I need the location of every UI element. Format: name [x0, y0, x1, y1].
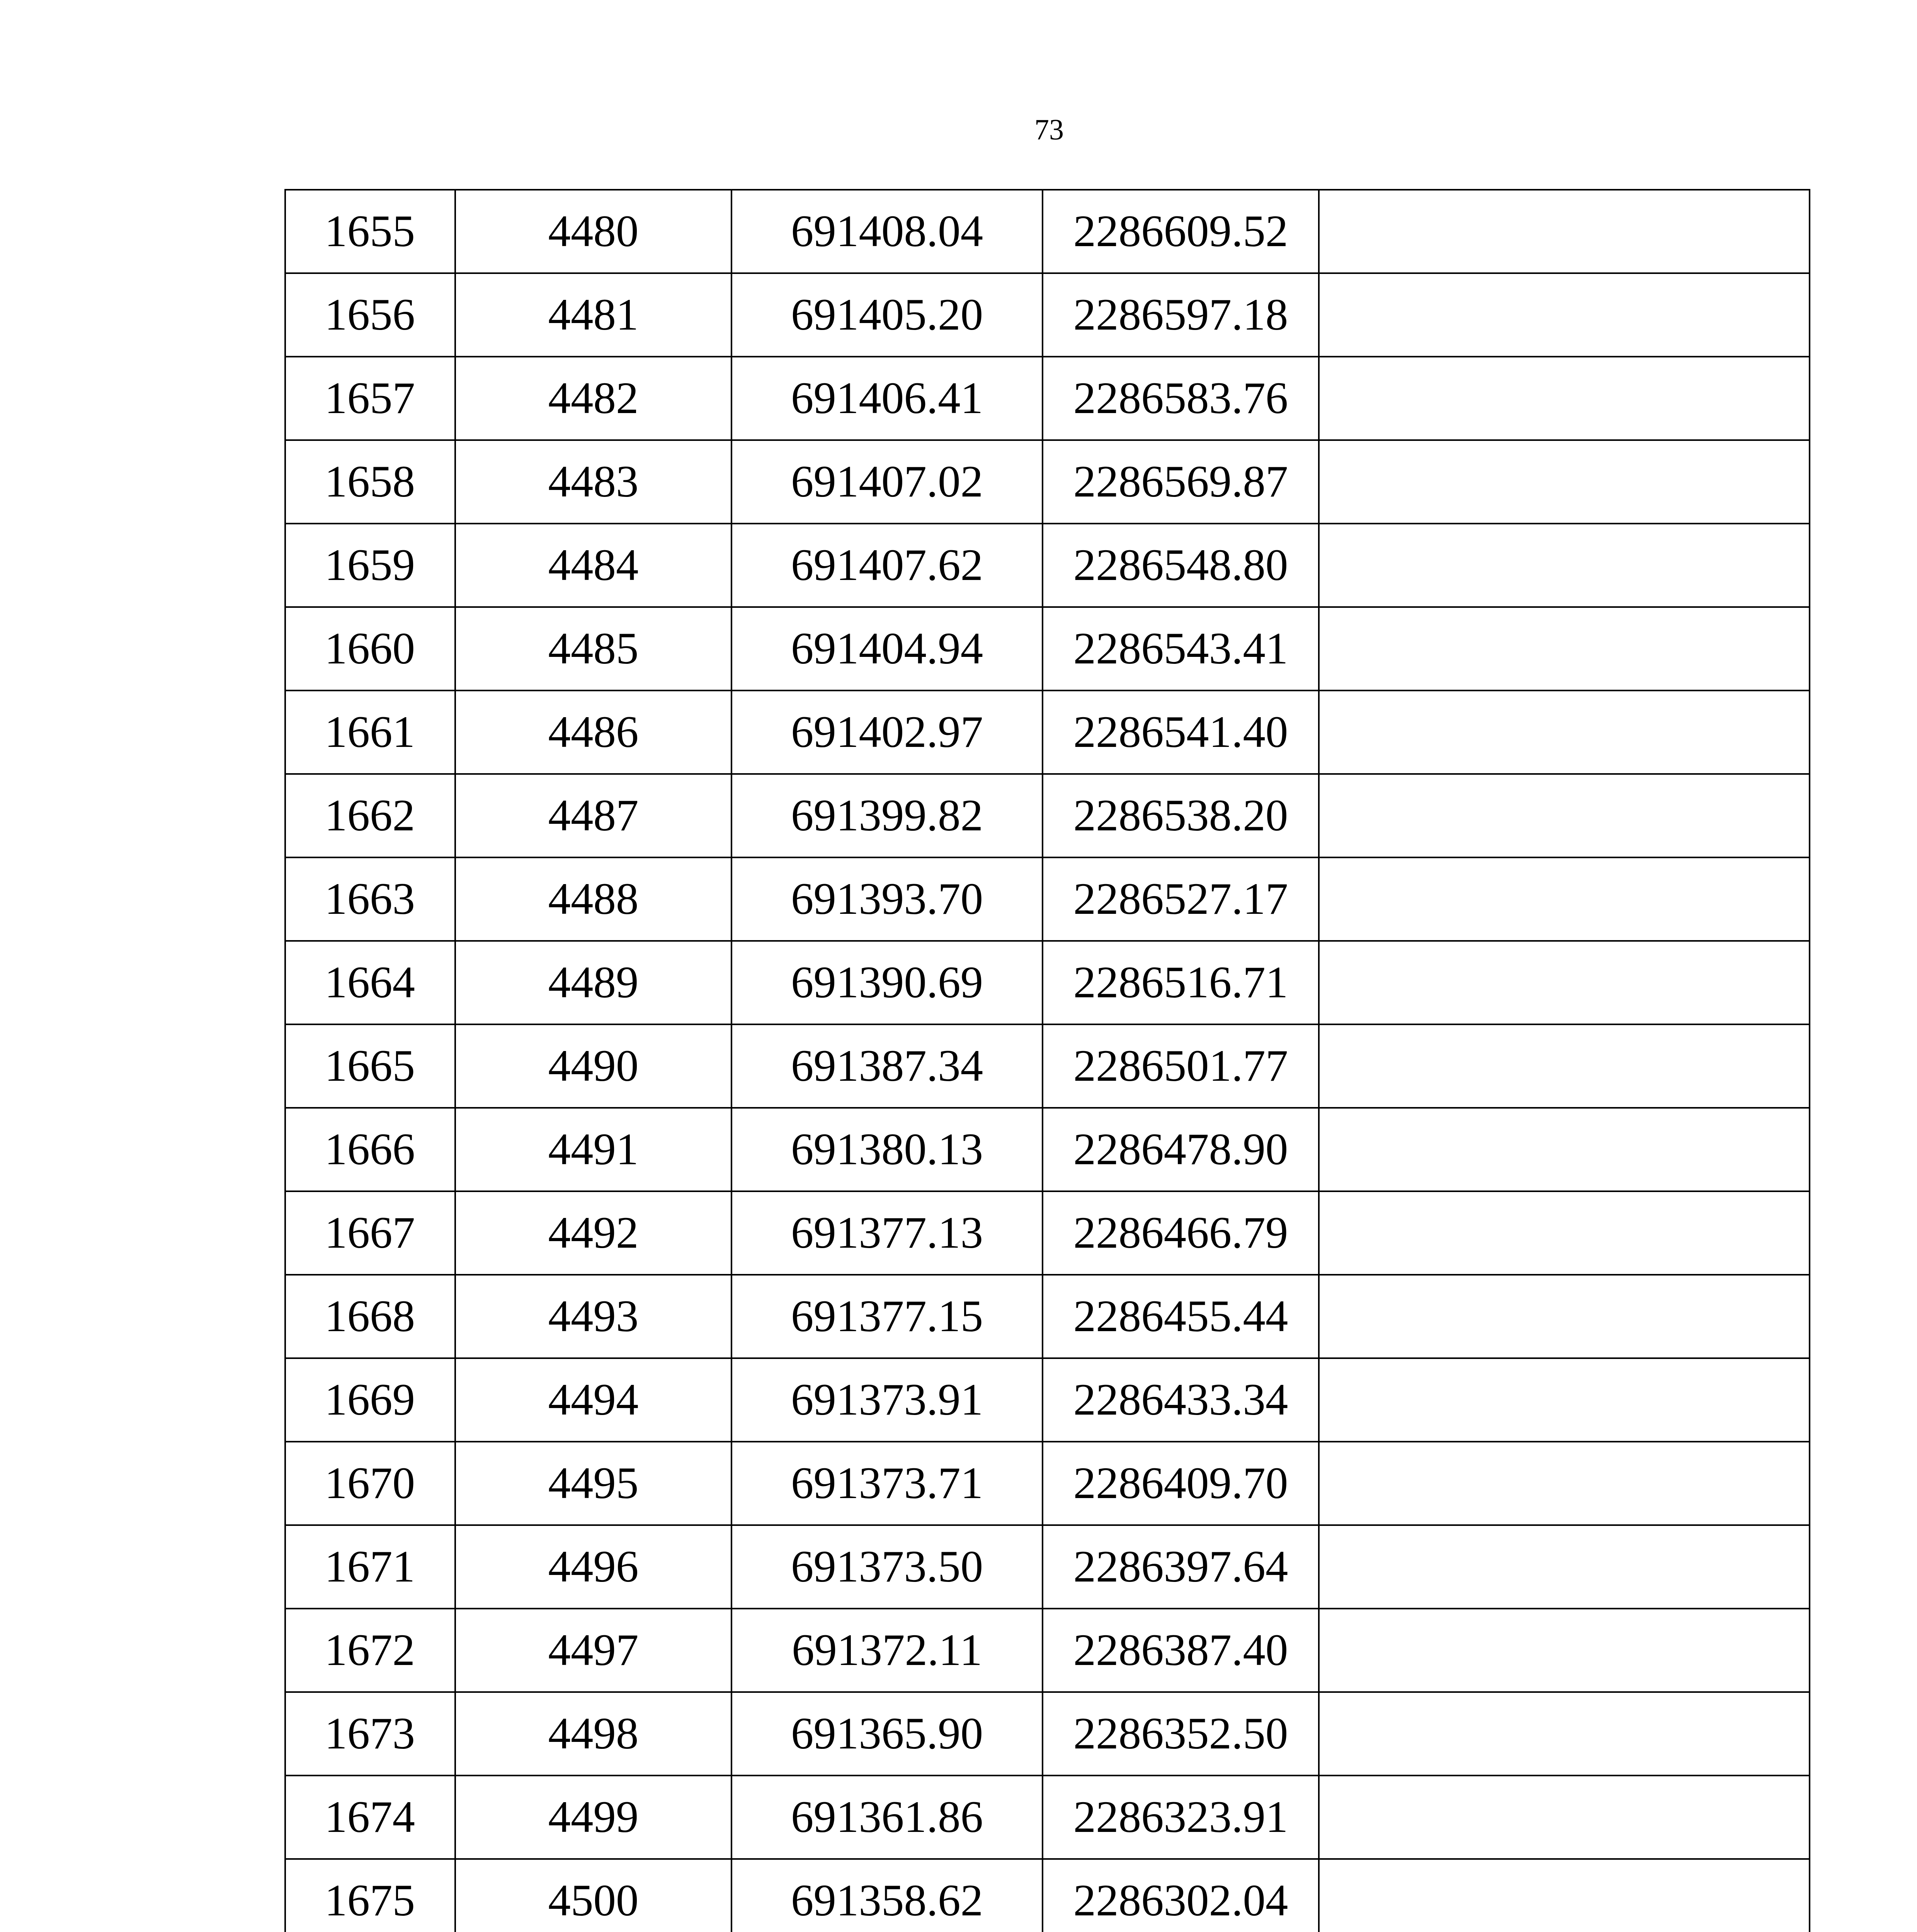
x-coordinate-cell: 691390.69: [731, 941, 1043, 1024]
x-coordinate-cell: 691402.97: [731, 690, 1043, 774]
x-coordinate-cell: 691408.04: [731, 190, 1043, 273]
sequence-number-cell: 1674: [285, 1776, 455, 1859]
sequence-number-cell: 1669: [285, 1358, 455, 1442]
note-cell: [1319, 1191, 1810, 1275]
x-coordinate-cell: 691405.20: [731, 273, 1043, 357]
y-coordinate-cell: 2286501.77: [1043, 1024, 1319, 1108]
note-cell: [1319, 1692, 1810, 1776]
sequence-number-cell: 1668: [285, 1275, 455, 1358]
table-row: [285, 1609, 1810, 1692]
note-cell: [1319, 190, 1810, 273]
x-coordinate-cell: 691380.13: [731, 1108, 1043, 1191]
sequence-number-cell: 1667: [285, 1191, 455, 1275]
x-coordinate-cell: 691373.50: [731, 1525, 1043, 1609]
point-number-cell: 4490: [455, 1024, 731, 1108]
y-coordinate-cell: 2286543.41: [1043, 607, 1319, 690]
y-coordinate-cell: 2286569.87: [1043, 440, 1319, 524]
sequence-number-cell: 1662: [285, 774, 455, 857]
table-row: [285, 1024, 1810, 1108]
note-cell: [1319, 1859, 1810, 1932]
y-coordinate-cell: 2286397.64: [1043, 1525, 1319, 1609]
note-cell: [1319, 941, 1810, 1024]
point-number-cell: 4485: [455, 607, 731, 690]
table-row: [285, 1776, 1810, 1859]
sequence-number-cell: 1673: [285, 1692, 455, 1776]
note-cell: [1319, 357, 1810, 440]
table-row: [285, 1525, 1810, 1609]
y-coordinate-cell: 2286478.90: [1043, 1108, 1319, 1191]
sequence-number-cell: 1666: [285, 1108, 455, 1191]
x-coordinate-cell: 691377.13: [731, 1191, 1043, 1275]
table-row: [285, 1692, 1810, 1776]
table-row: [285, 1859, 1810, 1932]
table-body: [285, 190, 1810, 1932]
y-coordinate-cell: 2286541.40: [1043, 690, 1319, 774]
y-coordinate-cell: 2286466.79: [1043, 1191, 1319, 1275]
table-row: [285, 1108, 1810, 1191]
sequence-number-cell: 1661: [285, 690, 455, 774]
note-cell: [1319, 1108, 1810, 1191]
x-coordinate-cell: 691377.15: [731, 1275, 1043, 1358]
table-row: [285, 1191, 1810, 1275]
sequence-number-cell: 1663: [285, 857, 455, 941]
sequence-number-cell: 1672: [285, 1609, 455, 1692]
y-coordinate-cell: 2286409.70: [1043, 1442, 1319, 1525]
point-number-cell: 4486: [455, 690, 731, 774]
sequence-number-cell: 1658: [285, 440, 455, 524]
table-row: [285, 273, 1810, 357]
point-number-cell: 4489: [455, 941, 731, 1024]
note-cell: [1319, 273, 1810, 357]
y-coordinate-cell: 2286433.34: [1043, 1358, 1319, 1442]
table-row: [285, 857, 1810, 941]
y-coordinate-cell: 2286323.91: [1043, 1776, 1319, 1859]
note-cell: [1319, 524, 1810, 607]
sequence-number-cell: 1665: [285, 1024, 455, 1108]
point-number-cell: 4497: [455, 1609, 731, 1692]
table-row: [285, 190, 1810, 273]
point-number-cell: 4488: [455, 857, 731, 941]
y-coordinate-cell: 2286548.80: [1043, 524, 1319, 607]
point-number-cell: 4494: [455, 1358, 731, 1442]
x-coordinate-cell: 691365.90: [731, 1692, 1043, 1776]
y-coordinate-cell: 2286609.52: [1043, 190, 1319, 273]
note-cell: [1319, 1024, 1810, 1108]
note-cell: [1319, 1609, 1810, 1692]
point-number-cell: 4480: [455, 190, 731, 273]
x-coordinate-cell: 691393.70: [731, 857, 1043, 941]
note-cell: [1319, 1776, 1810, 1859]
sequence-number-cell: 1657: [285, 357, 455, 440]
sequence-number-cell: 1659: [285, 524, 455, 607]
x-coordinate-cell: 691387.34: [731, 1024, 1043, 1108]
coordinate-table: [284, 189, 1810, 1932]
table-row: [285, 524, 1810, 607]
point-number-cell: 4492: [455, 1191, 731, 1275]
x-coordinate-cell: 691373.91: [731, 1358, 1043, 1442]
y-coordinate-cell: 2286455.44: [1043, 1275, 1319, 1358]
point-number-cell: 4487: [455, 774, 731, 857]
y-coordinate-cell: 2286538.20: [1043, 774, 1319, 857]
x-coordinate-cell: 691361.86: [731, 1776, 1043, 1859]
point-number-cell: 4496: [455, 1525, 731, 1609]
point-number-cell: 4500: [455, 1859, 731, 1932]
sequence-number-cell: 1670: [285, 1442, 455, 1525]
note-cell: [1319, 607, 1810, 690]
sequence-number-cell: 1660: [285, 607, 455, 690]
table-row: [285, 1442, 1810, 1525]
sequence-number-cell: 1675: [285, 1859, 455, 1932]
y-coordinate-cell: 2286527.17: [1043, 857, 1319, 941]
point-number-cell: 4499: [455, 1776, 731, 1859]
point-number-cell: 4491: [455, 1108, 731, 1191]
y-coordinate-cell: 2286387.40: [1043, 1609, 1319, 1692]
table-row: [285, 607, 1810, 690]
point-number-cell: 4484: [455, 524, 731, 607]
y-coordinate-cell: 2286352.50: [1043, 1692, 1319, 1776]
table-row: [285, 357, 1810, 440]
x-coordinate-cell: 691407.02: [731, 440, 1043, 524]
point-number-cell: 4495: [455, 1442, 731, 1525]
note-cell: [1319, 774, 1810, 857]
note-cell: [1319, 1275, 1810, 1358]
table-row: [285, 941, 1810, 1024]
point-number-cell: 4482: [455, 357, 731, 440]
x-coordinate-cell: 691372.11: [731, 1609, 1043, 1692]
sequence-number-cell: 1664: [285, 941, 455, 1024]
note-cell: [1319, 857, 1810, 941]
x-coordinate-cell: 691399.82: [731, 774, 1043, 857]
point-number-cell: 4498: [455, 1692, 731, 1776]
table-row: [285, 1275, 1810, 1358]
x-coordinate-cell: 691373.71: [731, 1442, 1043, 1525]
note-cell: [1319, 1442, 1810, 1525]
point-number-cell: 4483: [455, 440, 731, 524]
x-coordinate-cell: 691404.94: [731, 607, 1043, 690]
sequence-number-cell: 1656: [285, 273, 455, 357]
sequence-number-cell: 1655: [285, 190, 455, 273]
note-cell: [1319, 1358, 1810, 1442]
page-number: 73: [1034, 114, 1064, 146]
table-row: [285, 690, 1810, 774]
x-coordinate-cell: 691358.62: [731, 1859, 1043, 1932]
table-row: [285, 1358, 1810, 1442]
note-cell: [1319, 1525, 1810, 1609]
table-row: [285, 440, 1810, 524]
note-cell: [1319, 440, 1810, 524]
x-coordinate-cell: 691406.41: [731, 357, 1043, 440]
point-number-cell: 4493: [455, 1275, 731, 1358]
y-coordinate-cell: 2286302.04: [1043, 1859, 1319, 1932]
table-row: [285, 774, 1810, 857]
y-coordinate-cell: 2286516.71: [1043, 941, 1319, 1024]
y-coordinate-cell: 2286583.76: [1043, 357, 1319, 440]
x-coordinate-cell: 691407.62: [731, 524, 1043, 607]
note-cell: [1319, 690, 1810, 774]
point-number-cell: 4481: [455, 273, 731, 357]
sequence-number-cell: 1671: [285, 1525, 455, 1609]
y-coordinate-cell: 2286597.18: [1043, 273, 1319, 357]
